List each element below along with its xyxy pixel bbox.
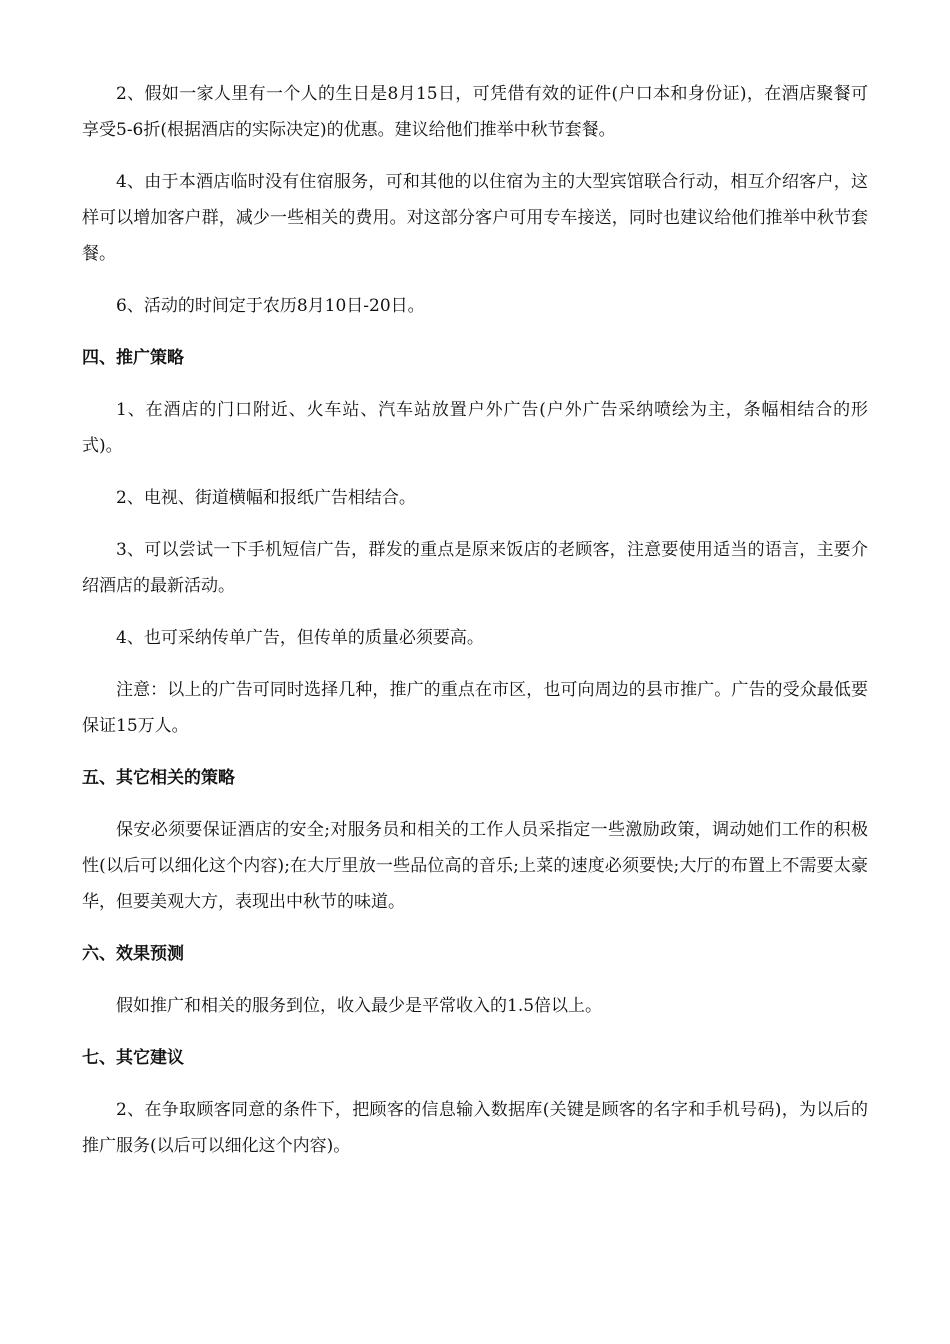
paragraph-revenue-forecast: 假如推广和相关的服务到位，收入最少是平常收入的1.5倍以上。 — [116, 996, 603, 1016]
paragraph-customer-database: 2、在争取顾客同意的条件下，把顾客的信息输入数据库(关键是顾客的名字和手机号码)，为以后的推广服务(以后可以细化这个内容)。 — [82, 1100, 868, 1156]
paragraph-outdoor-ads: 1、在酒店的门口附近、火车站、汽车站放置户外广告(户外广告采纳喷绘为主，条幅相结合的形式)。 — [82, 400, 868, 456]
paragraph-ads-note: 注意：以上的广告可同时选择几种，推广的重点在市区，也可向周边的县市推广。广告的受众最低要保证15万人。 — [82, 680, 868, 736]
paragraph-hotel-alliance: 4、由于本酒店临时没有住宿服务，可和其他的以住宿为主的大型宾馆联合行动，相互介绍客户，这样可以增加客户群，减少一些相关的费用。对这部分客户可用专车接送，同时也建议给他们推举中秋节套餐。 — [82, 172, 868, 264]
section-heading-effect-forecast: 六、效果预测 — [82, 944, 184, 964]
section-heading-other-suggestions: 七、其它建议 — [82, 1048, 184, 1068]
section-heading-promotion: 四、推广策略 — [82, 348, 184, 368]
paragraph-tv-ads: 2、电视、街道横幅和报纸广告相结合。 — [116, 488, 416, 508]
paragraph-flyer-ads: 4、也可采纳传单广告，但传单的质量必须要高。 — [116, 628, 484, 648]
document-page — [82, 76, 868, 1164]
paragraph-security-staff: 保安必须要保证酒店的安全;对服务员和相关的工作人员采指定一些激励政策，调动她们工作的积极性(以后可以细化这个内容);在大厅里放一些品位高的音乐;上菜的速度必须要快;大厅的布置上不需要太豪华，但要美观大方，表现出中秋节的味道。 — [82, 820, 868, 912]
paragraph-activity-time: 6、活动的时间定于农历8月10日-20日。 — [116, 296, 425, 316]
section-heading-other-strategies: 五、其它相关的策略 — [82, 768, 235, 788]
paragraph-birthday-discount: 2、假如一家人里有一个人的生日是8月15日，可凭借有效的证件(户口本和身份证)，在酒店聚餐可享受5-6折(根据酒店的实际决定)的优惠。建议给他们推举中秋节套餐。 — [82, 84, 868, 140]
paragraph-sms-ads: 3、可以尝试一下手机短信广告，群发的重点是原来饭店的老顾客，注意要使用适当的语言，主要介绍酒店的最新活动。 — [82, 540, 868, 596]
